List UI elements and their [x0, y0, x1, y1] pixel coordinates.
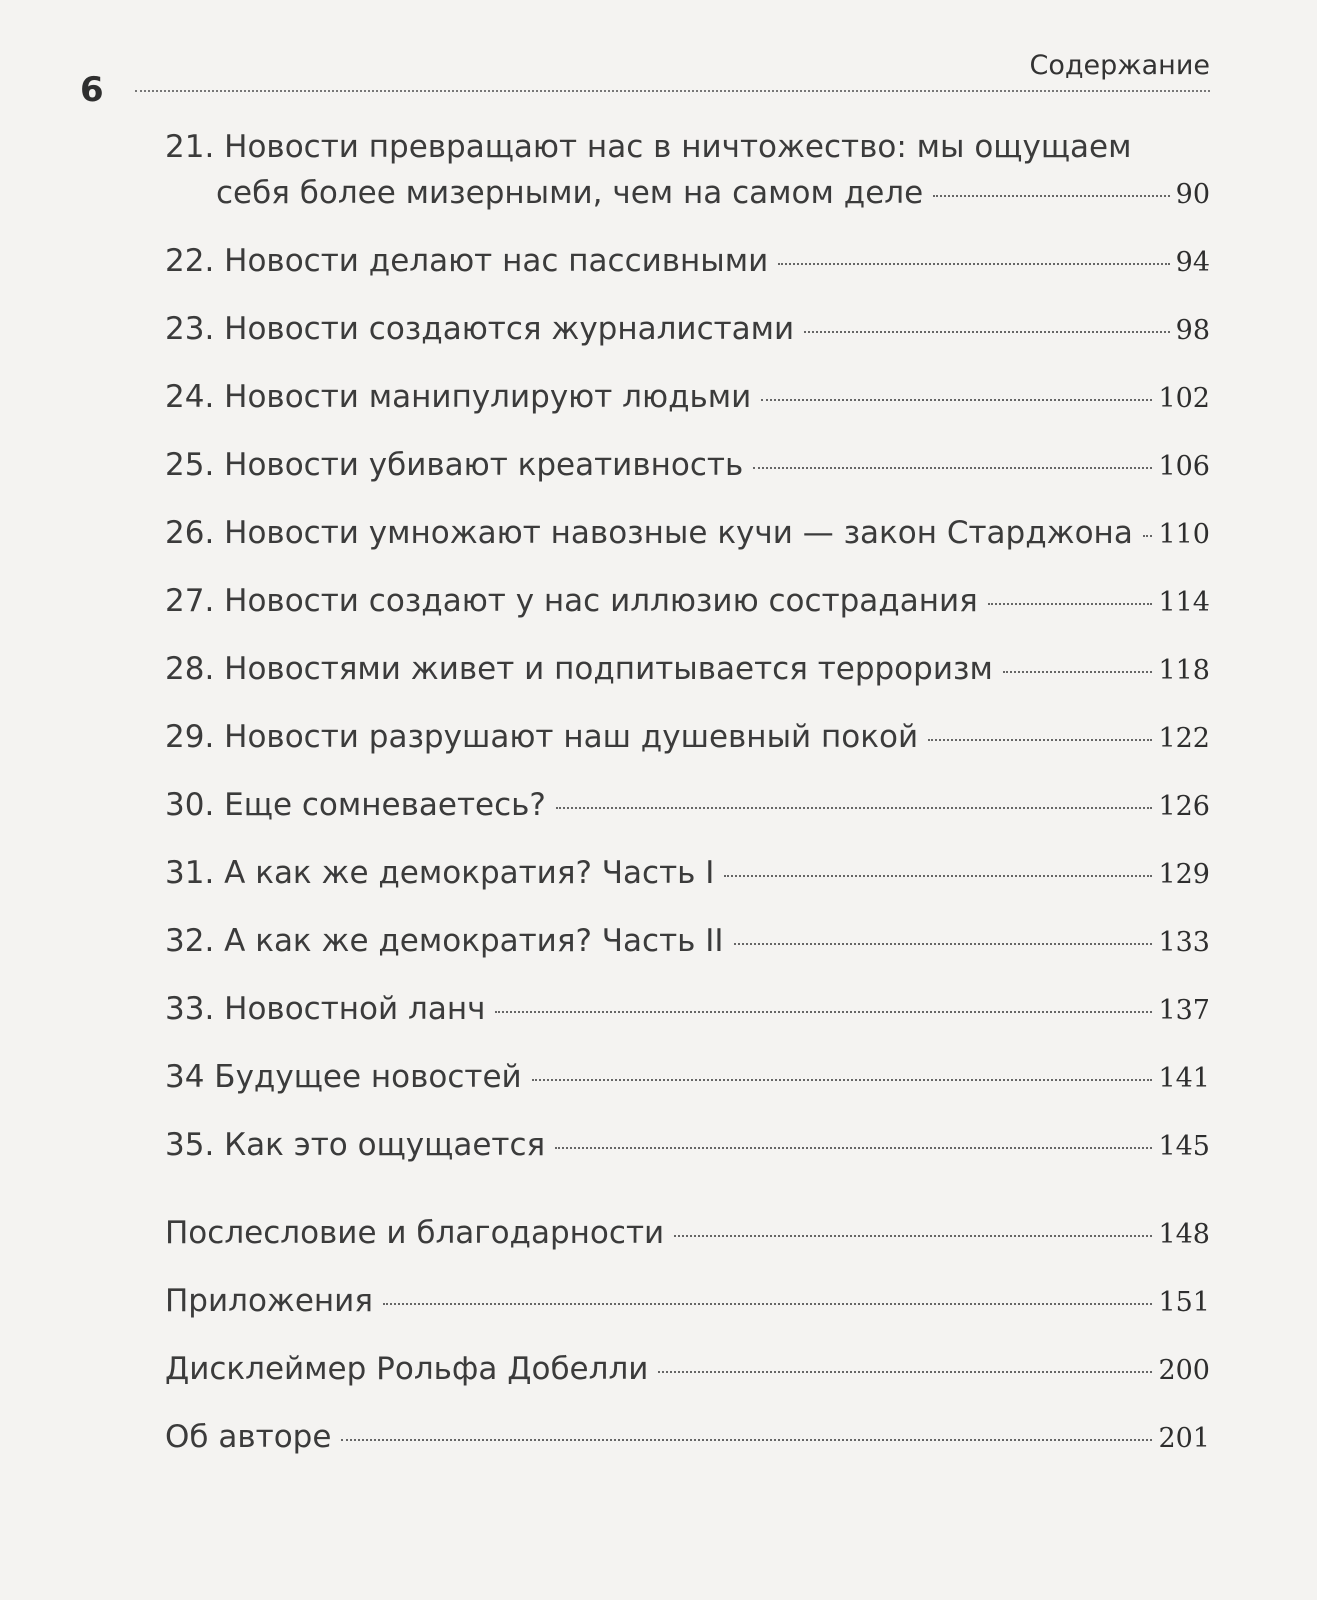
toc-entry[interactable]: [165, 578, 1210, 626]
dot-leader: [761, 398, 1152, 401]
toc-entry[interactable]: [165, 442, 1210, 490]
toc-entry-page: 145: [1158, 1131, 1210, 1162]
toc-entry-title: 25. Новости убивают креативность: [165, 447, 744, 483]
page-number: 6: [80, 70, 104, 110]
toc-entry-title: Приложения: [165, 1283, 373, 1319]
toc-entry-title: 23. Новости создаются журналистами: [165, 311, 795, 347]
toc-entry-title: 24. Новости манипулируют людьми: [165, 379, 752, 415]
toc-entry-page: 129: [1158, 859, 1210, 890]
dot-leader: [341, 1438, 1152, 1441]
toc-entry[interactable]: [165, 850, 1210, 898]
toc-entry[interactable]: [165, 714, 1210, 762]
toc-entry[interactable]: [165, 238, 1210, 286]
toc-entry-title-line-2: себя более мизерными, чем на самом деле: [216, 175, 924, 211]
toc-entry-page: 102: [1158, 383, 1210, 414]
toc-entry-page: 200: [1158, 1355, 1210, 1386]
dot-leader: [753, 466, 1152, 469]
dot-leader: [555, 1146, 1152, 1149]
dot-leader: [674, 1234, 1152, 1237]
dot-leader: [1143, 534, 1153, 537]
toc-entry-page: 106: [1158, 451, 1210, 482]
toc-entry-page: 98: [1175, 315, 1210, 346]
toc-entry-page: 118: [1158, 655, 1210, 686]
toc-entry-page: 126: [1158, 791, 1210, 822]
toc-entry[interactable]: [165, 510, 1210, 558]
toc-entry-title: 34 Будущее новостей: [165, 1059, 522, 1095]
dot-leader: [734, 942, 1153, 945]
toc-entry[interactable]: [165, 646, 1210, 694]
toc-entry-title: 32. А как же демократия? Часть II: [165, 923, 724, 959]
toc-entry-page: 90: [1175, 179, 1210, 210]
toc-entry[interactable]: [165, 918, 1210, 966]
toc-entry-page: 110: [1158, 519, 1210, 550]
toc-entry-page: 141: [1158, 1063, 1210, 1094]
toc-entry-page: 114: [1158, 587, 1210, 618]
dot-leader: [933, 194, 1169, 197]
dot-leader: [804, 330, 1169, 333]
toc-entry-title: Послесловие и благодарности: [165, 1215, 665, 1251]
toc-entry-page: 122: [1158, 723, 1210, 754]
toc-entry-title: 29. Новости разрушают наш душевный покой: [165, 719, 919, 755]
header-rule: [135, 90, 1210, 92]
table-of-contents: [165, 124, 1210, 1482]
toc-entry[interactable]: [165, 1346, 1210, 1394]
dot-leader: [778, 262, 1169, 265]
toc-entry-title: 30. Еще сомневаетесь?: [165, 787, 546, 823]
toc-entry[interactable]: [165, 782, 1210, 830]
running-header: Содержание: [1029, 50, 1210, 81]
toc-entry[interactable]: [165, 1122, 1210, 1170]
dot-leader: [988, 602, 1153, 605]
toc-entry-title: Дисклеймер Рольфа Добелли: [165, 1351, 649, 1387]
dot-leader: [658, 1370, 1152, 1373]
chapters-list: [165, 238, 1210, 1170]
dot-leader: [495, 1010, 1152, 1013]
toc-entry[interactable]: [165, 306, 1210, 354]
toc-entry[interactable]: [165, 1278, 1210, 1326]
dot-leader: [724, 874, 1152, 877]
dot-leader: [556, 806, 1153, 809]
toc-entry-title: 22. Новости делают нас пассивными: [165, 243, 769, 279]
toc-entry[interactable]: [165, 1054, 1210, 1102]
toc-entry[interactable]: [165, 986, 1210, 1034]
toc-entry-page: 133: [1158, 927, 1210, 958]
toc-entry-page: 151: [1158, 1287, 1210, 1318]
toc-entry[interactable]: [165, 374, 1210, 422]
toc-entry-title: 28. Новостями живет и подпитывается терроризм: [165, 651, 993, 687]
toc-entry-page: 201: [1158, 1423, 1210, 1454]
toc-entry-title: 27. Новости создают у нас иллюзию сострадания: [165, 583, 978, 619]
dot-leader: [1003, 670, 1153, 673]
toc-entry-title: 35. Как это ощущается: [165, 1127, 546, 1163]
toc-entry-page: 148: [1158, 1219, 1210, 1250]
toc-entry[interactable]: [165, 1210, 1210, 1258]
toc-entry-title: 31. А как же демократия? Часть I: [165, 855, 715, 891]
toc-entry[interactable]: [165, 1414, 1210, 1462]
toc-entry-title: 33. Новостной ланч: [165, 991, 486, 1027]
back-matter-list: [165, 1210, 1210, 1462]
toc-entry-title: Об авторе: [165, 1419, 332, 1455]
dot-leader: [383, 1302, 1152, 1305]
toc-entry-21[interactable]: [165, 124, 1210, 218]
dot-leader: [532, 1078, 1153, 1081]
toc-entry-page: 94: [1175, 247, 1210, 278]
dot-leader: [928, 738, 1152, 741]
toc-entry-title-line-1: 21. Новости превращают нас в ничтожество: мы ощущаем: [165, 129, 1132, 165]
toc-entry-page: 137: [1158, 995, 1210, 1026]
toc-entry-title: 26. Новости умножают навозные кучи — закон Старджона: [165, 515, 1133, 551]
